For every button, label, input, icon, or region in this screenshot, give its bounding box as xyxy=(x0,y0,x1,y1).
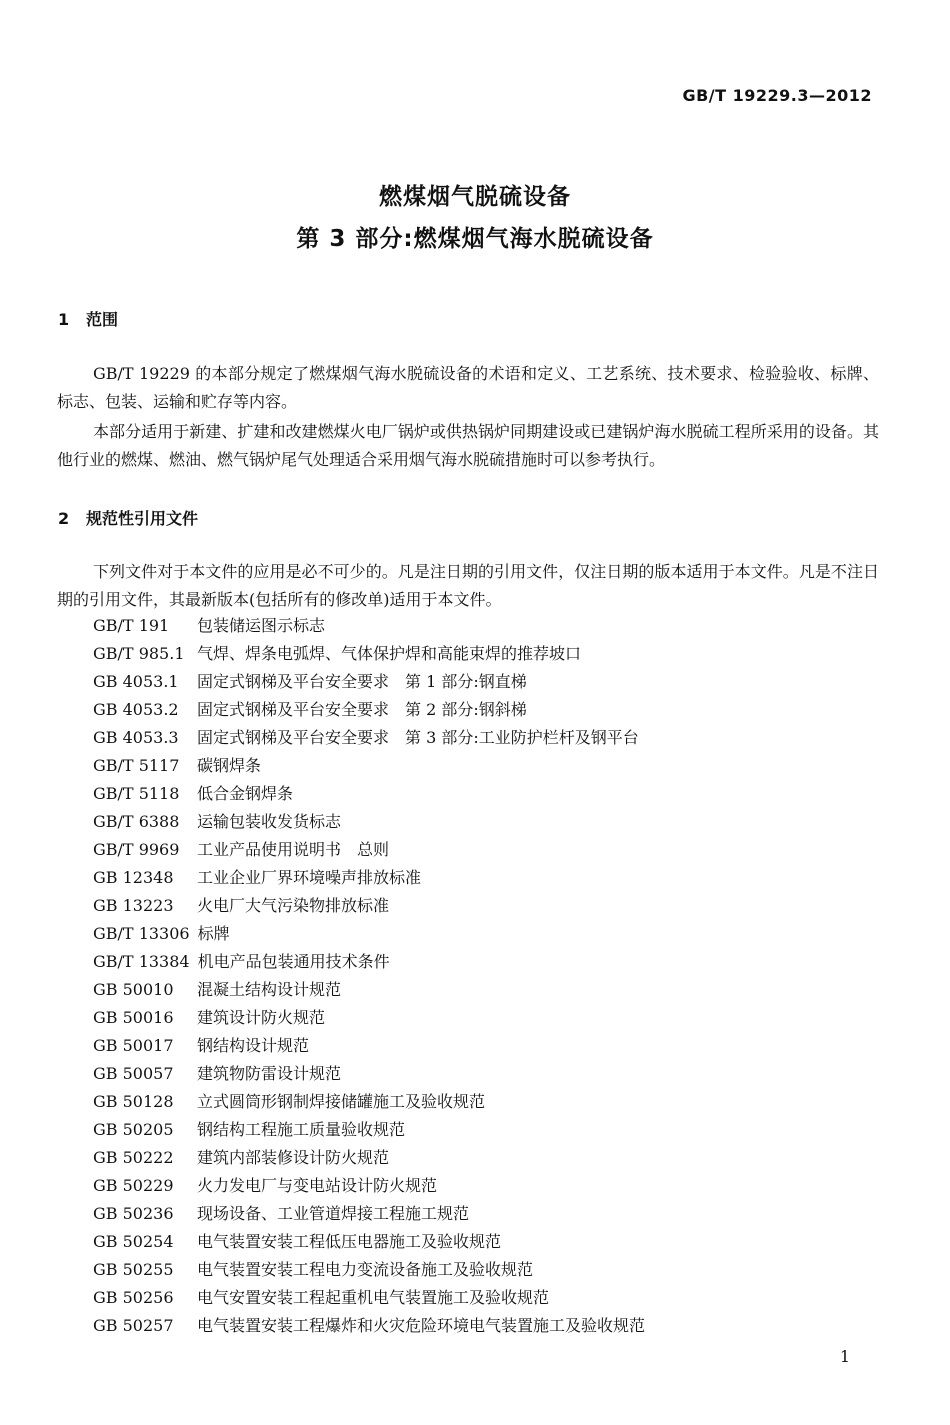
reference-item xyxy=(93,1060,645,1088)
reference-title: 电气装置安装工程低压电器施工及验收规范 xyxy=(197,1232,502,1251)
reference-title: 工业企业厂界环境噪声排放标准 xyxy=(197,868,422,887)
reference-item xyxy=(93,1256,645,1284)
reference-item xyxy=(93,1116,645,1144)
reference-title: 电气装置安装工程电力变流设备施工及验收规范 xyxy=(197,1260,534,1279)
reference-code: GB 50229 xyxy=(93,1176,174,1195)
reference-code: GB 50010 xyxy=(93,980,174,999)
reference-item xyxy=(93,1200,645,1228)
reference-code: GB 50222 xyxy=(93,1148,174,1167)
page-number: 1 xyxy=(839,1347,850,1366)
reference-code: GB/T 13384 xyxy=(93,952,190,971)
reference-item xyxy=(93,836,645,864)
section-title: 范围 xyxy=(86,310,119,329)
reference-code: GB/T 985.1 xyxy=(93,644,185,663)
reference-item xyxy=(93,640,645,668)
reference-title: 气焊、焊条电弧焊、气体保护焊和高能束焊的推荐坡口 xyxy=(197,644,582,663)
reference-item xyxy=(93,976,645,1004)
reference-code: GB/T 6388 xyxy=(93,812,180,831)
reference-item xyxy=(93,808,645,836)
reference-code: GB 50256 xyxy=(93,1288,174,1307)
reference-code: GB/T 13306 xyxy=(93,924,190,943)
reference-item xyxy=(93,780,645,808)
document-title: 燃煤烟气脱硫设备 xyxy=(379,184,571,210)
reference-title: 钢结构工程施工质量验收规范 xyxy=(197,1120,406,1139)
reference-title: 包装储运图示标志 xyxy=(197,616,326,635)
reference-item xyxy=(93,1312,645,1340)
reference-title: 碳钢焊条 xyxy=(197,756,262,775)
paragraph: 本部分适用于新建、扩建和改建燃煤火电厂锅炉或供热锅炉同期建设或已建锅炉海水脱硫工程所采用的设备。其他行业的燃煤、燃油、燃气锅炉尾气处理适合采用烟气海水脱硫措施时可以参考执行。 xyxy=(57,422,879,469)
reference-code: GB 50205 xyxy=(93,1120,174,1139)
section-heading-scope xyxy=(58,307,118,330)
reference-title: 固定式钢梯及平台安全要求 第 3 部分:工业防护栏杆及钢平台 xyxy=(197,728,639,747)
reference-title: 低合金钢焊条 xyxy=(197,784,294,803)
section-heading-normative-references xyxy=(58,506,198,529)
reference-item xyxy=(93,752,645,780)
reference-code: GB/T 191 xyxy=(93,616,170,635)
reference-item xyxy=(93,1004,645,1032)
reference-title: 火电厂大气污染物排放标准 xyxy=(197,896,390,915)
reference-code: GB 50128 xyxy=(93,1092,174,1111)
paragraph: GB/T 19229 的本部分规定了燃煤烟气海水脱硫设备的术语和定义、工艺系统、技术要求、检验验收、标牌、标志、包装、运输和贮存等内容。 xyxy=(57,364,879,411)
reference-code: GB/T 5118 xyxy=(93,784,180,803)
reference-item xyxy=(93,724,645,752)
reference-code: GB 4053.1 xyxy=(93,672,179,691)
reference-code: GB 4053.3 xyxy=(93,728,179,747)
reference-code: GB/T 9969 xyxy=(93,840,180,859)
reference-code: GB/T 5117 xyxy=(93,756,180,775)
reference-code: GB 50254 xyxy=(93,1232,174,1251)
standard-number: GB/T 19229.3—2012 xyxy=(682,86,872,105)
reference-item xyxy=(93,948,645,976)
reference-code: GB 4053.2 xyxy=(93,700,179,719)
reference-item xyxy=(93,612,645,640)
reference-title: 火力发电厂与变电站设计防火规范 xyxy=(197,1176,438,1195)
reference-item xyxy=(93,1144,645,1172)
paragraph: 下列文件对于本文件的应用是必不可少的。凡是注日期的引用文件，仅注日期的版本适用于本文件。凡是不注日期的引用文件，其最新版本(包括所有的修改单)适用于本文件。 xyxy=(57,562,879,609)
reference-list xyxy=(93,612,645,1340)
reference-item xyxy=(93,892,645,920)
document-subtitle: 第 3 部分:燃煤烟气海水脱硫设备 xyxy=(296,226,654,252)
reference-title: 电气装置安装工程爆炸和火灾危险环境电气装置施工及验收规范 xyxy=(197,1316,646,1335)
reference-title: 建筑物防雷设计规范 xyxy=(197,1064,342,1083)
reference-code: GB 13223 xyxy=(93,896,174,915)
reference-item xyxy=(93,668,645,696)
reference-title: 建筑设计防火规范 xyxy=(197,1008,326,1027)
reference-title: 固定式钢梯及平台安全要求 第 1 部分:钢直梯 xyxy=(197,672,527,691)
reference-item xyxy=(93,1284,645,1312)
reference-title: 电气安置安装工程起重机电气装置施工及验收规范 xyxy=(197,1288,550,1307)
reference-item xyxy=(93,1032,645,1060)
reference-code: GB 50017 xyxy=(93,1036,174,1055)
reference-item xyxy=(93,920,645,948)
reference-item xyxy=(93,1172,645,1200)
reference-title: 运输包装收发货标志 xyxy=(197,812,342,831)
reference-title: 立式圆筒形钢制焊接储罐施工及验收规范 xyxy=(197,1092,486,1111)
reference-code: GB 50257 xyxy=(93,1316,174,1335)
section-title: 规范性引用文件 xyxy=(86,509,199,528)
reference-item xyxy=(93,864,645,892)
section-number: 2 xyxy=(58,509,70,528)
reference-title: 钢结构设计规范 xyxy=(197,1036,310,1055)
reference-code: GB 12348 xyxy=(93,868,174,887)
reference-code: GB 50057 xyxy=(93,1064,174,1083)
section-number: 1 xyxy=(58,310,70,329)
reference-title: 机电产品包装通用技术条件 xyxy=(197,952,390,971)
reference-title: 建筑内部装修设计防火规范 xyxy=(197,1148,390,1167)
reference-title: 固定式钢梯及平台安全要求 第 2 部分:钢斜梯 xyxy=(197,700,527,719)
reference-title: 工业产品使用说明书 总则 xyxy=(197,840,390,859)
reference-title: 标牌 xyxy=(197,924,230,943)
reference-code: GB 50236 xyxy=(93,1204,174,1223)
reference-item xyxy=(93,696,645,724)
reference-item xyxy=(93,1088,645,1116)
reference-code: GB 50016 xyxy=(93,1008,174,1027)
reference-item xyxy=(93,1228,645,1256)
reference-code: GB 50255 xyxy=(93,1260,174,1279)
reference-title: 现场设备、工业管道焊接工程施工规范 xyxy=(197,1204,470,1223)
reference-title: 混凝土结构设计规范 xyxy=(197,980,342,999)
